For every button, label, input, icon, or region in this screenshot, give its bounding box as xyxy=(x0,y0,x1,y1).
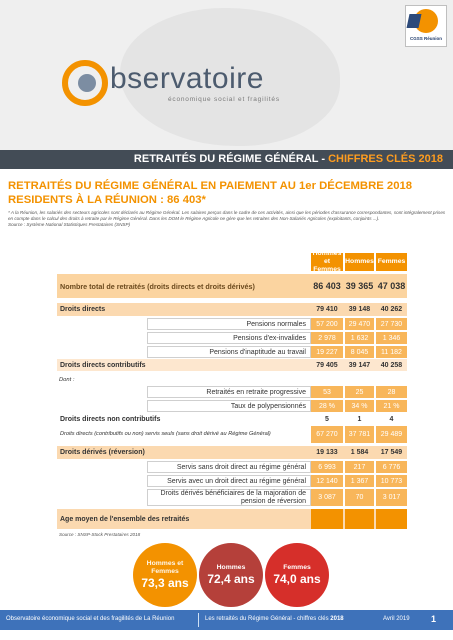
dont-label: Dont : xyxy=(59,377,75,383)
observatoire-logo-icon xyxy=(62,60,108,106)
value-women: 3 017 xyxy=(376,489,407,506)
age-circle-all xyxy=(133,543,197,607)
logo-text: bservatoire xyxy=(110,62,264,95)
value-women: 4 xyxy=(389,415,394,423)
row-label: Nombre total de retraités (droits directs et droits dérivés) xyxy=(60,281,255,291)
age-cell-all xyxy=(311,509,343,529)
value-women: 40 258 xyxy=(380,361,403,369)
value-women: 47 038 xyxy=(377,281,406,291)
table-row-sans-droit-direct xyxy=(57,461,407,473)
value-all: 6 993 xyxy=(311,461,343,473)
value-all: 86 403 xyxy=(313,281,341,291)
table-row-non-contributifs xyxy=(57,413,407,425)
cgss-logo-text: CGSS Réunion xyxy=(409,36,442,41)
value-men: 39 365 xyxy=(345,281,374,291)
main-heading xyxy=(8,179,448,207)
table-row-servis-seuls xyxy=(57,426,407,443)
table-row-pensions-normales xyxy=(57,318,407,330)
value-men: 39 148 xyxy=(348,306,371,313)
page-number: 1 xyxy=(431,614,437,624)
value-all: 53 xyxy=(311,386,343,398)
age-circle-women xyxy=(265,543,329,607)
value-all: 79 405 xyxy=(316,361,338,369)
table-row-pensions-inaptitude xyxy=(57,346,407,358)
cgss-logo xyxy=(405,5,447,47)
table-row-droits-directs-contributifs xyxy=(57,359,407,371)
value-men: 217 xyxy=(345,461,374,473)
row-label: Droits directs non contributifs xyxy=(60,415,161,423)
value-men: 1 xyxy=(357,415,362,423)
footer-bar xyxy=(0,610,453,630)
band-title: RETRAITÉS DU RÉGIME GÉNÉRAL - xyxy=(133,153,326,165)
value-men: 34 % xyxy=(345,400,374,412)
source-note: Source : Système National Statistiques Prestataires (SNSP) xyxy=(8,222,131,227)
value-all: 2 978 xyxy=(311,332,343,344)
age-circle-value: 73,3 ans xyxy=(141,575,189,590)
value-all: 67 270 xyxy=(311,426,343,443)
age-circle-label: Hommes et Femmes xyxy=(146,559,184,575)
footer-title xyxy=(205,616,344,622)
age-circle-label: Femmes xyxy=(283,563,311,571)
row-label: Droits directs xyxy=(60,306,106,313)
header-banner xyxy=(0,0,453,150)
value-women: 11 182 xyxy=(376,346,407,358)
source-note-2: Source : SNSP-Stock Prestataires 2018 xyxy=(59,532,141,537)
value-men: 1 584 xyxy=(350,449,369,456)
value-men: 1 632 xyxy=(345,332,374,344)
value-women: 40 262 xyxy=(380,306,403,313)
value-all: 5 xyxy=(325,415,329,423)
row-label: Droits directs (contributifs ou non) servis seuls (sans droit dérivé au Régime Général) xyxy=(60,431,271,438)
value-men: 29 470 xyxy=(345,318,374,330)
table-row-majoration xyxy=(57,489,407,506)
value-men: 1 367 xyxy=(345,475,374,487)
table-row-polypensionnes xyxy=(57,400,407,412)
value-men: 70 xyxy=(345,489,374,506)
value-women: 27 730 xyxy=(376,318,407,330)
col-header-women: Femmes xyxy=(376,253,407,271)
value-all: 57 200 xyxy=(311,318,343,330)
value-women: 6 776 xyxy=(376,461,407,473)
age-circle-value: 74,0 ans xyxy=(273,571,321,586)
value-men: 25 xyxy=(345,386,374,398)
value-all: 19 227 xyxy=(311,346,343,358)
band-highlight: CHIFFRES CLÉS 2018 xyxy=(328,153,443,165)
row-label: Retraités en retraite progressive xyxy=(147,386,311,398)
footer-organization: Observatoire économique social et des fragilités de La Réunion xyxy=(6,616,175,622)
value-women: 17 549 xyxy=(380,449,403,456)
value-women: 1 346 xyxy=(376,332,407,344)
row-label: Servis avec un droit direct au régime général xyxy=(147,475,311,487)
table-header-row xyxy=(57,250,407,273)
age-circle-label: Hommes xyxy=(216,563,246,571)
table-row-droits-directs xyxy=(57,303,407,316)
value-men: 37 781 xyxy=(345,426,374,443)
table-row-retraite-progressive xyxy=(57,386,407,398)
age-circle-men xyxy=(199,543,263,607)
row-label: Taux de polypensionnés xyxy=(147,400,311,412)
table-row-avec-droit-direct xyxy=(57,475,407,487)
value-women: 29 489 xyxy=(376,426,407,443)
value-all: 28 % xyxy=(311,400,343,412)
row-label: Pensions d'ex-invalides xyxy=(147,332,311,344)
footnote: * A la Réunion, les salariés des secteurs agricoles sont déclarés au Régime Général. Les salaires perçus dans le cadre de ces activités, ainsi que les périodes d'assurance correspondantes, sont intégralement prises en compte dans le calcul des droits à retraite par le Régime Général. Dans les DOM le Régime Agricole ne gère que les retraites des Non-Salariés Agricoles (exploitants, conjoints ...). xyxy=(8,210,446,221)
row-label: Droits dérivés bénéficiaires de la majoration de pension de réversion xyxy=(147,489,311,506)
row-label: Droits dérivés (réversion) xyxy=(60,449,145,456)
age-cell-women xyxy=(376,509,407,529)
age-circle-value: 72,4 ans xyxy=(207,571,255,586)
value-all: 3 087 xyxy=(311,489,343,506)
title-band xyxy=(0,150,453,169)
row-label: Servis sans droit direct au régime général xyxy=(147,461,311,473)
footer-divider xyxy=(198,613,199,627)
row-label: Age moyen de l'ensemble des retraités xyxy=(60,515,190,523)
footer-title-text: Les retraités du Régime Général - chiffres clés xyxy=(205,616,329,622)
row-label: Pensions d'inaptitude au travail xyxy=(147,346,311,358)
heading-line-2: RESIDENTS À LA RÉUNION : 86 403* xyxy=(8,194,206,206)
logo-subtitle: économique social et fragilités xyxy=(168,96,280,103)
value-men: 39 147 xyxy=(348,361,371,369)
value-women: 21 % xyxy=(376,400,407,412)
value-all: 79 410 xyxy=(316,306,338,313)
value-men: 8 045 xyxy=(345,346,374,358)
value-women: 28 xyxy=(376,386,407,398)
footer-date: Avril 2019 xyxy=(383,616,410,622)
table-row-pensions-ex-invalides xyxy=(57,332,407,344)
footer-title-year: 2018 xyxy=(330,616,344,622)
table-row-total xyxy=(57,274,407,298)
age-cell-men xyxy=(345,509,374,529)
value-all: 19 133 xyxy=(316,449,338,456)
col-header-all: Hommes et Femmes xyxy=(312,250,342,273)
col-header-men: Hommes xyxy=(345,253,374,271)
table-row-age-moyen xyxy=(57,509,407,529)
row-label: Pensions normales xyxy=(147,318,311,330)
heading-line-1: RETRAITÉS DU RÉGIME GÉNÉRAL EN PAIEMENT AU 1er DÉCEMBRE 2018 xyxy=(8,180,413,192)
value-women: 10 773 xyxy=(376,475,407,487)
value-all: 12 140 xyxy=(311,475,343,487)
table-row-droits-derives xyxy=(57,446,407,459)
row-label: Droits directs contributifs xyxy=(60,361,146,369)
